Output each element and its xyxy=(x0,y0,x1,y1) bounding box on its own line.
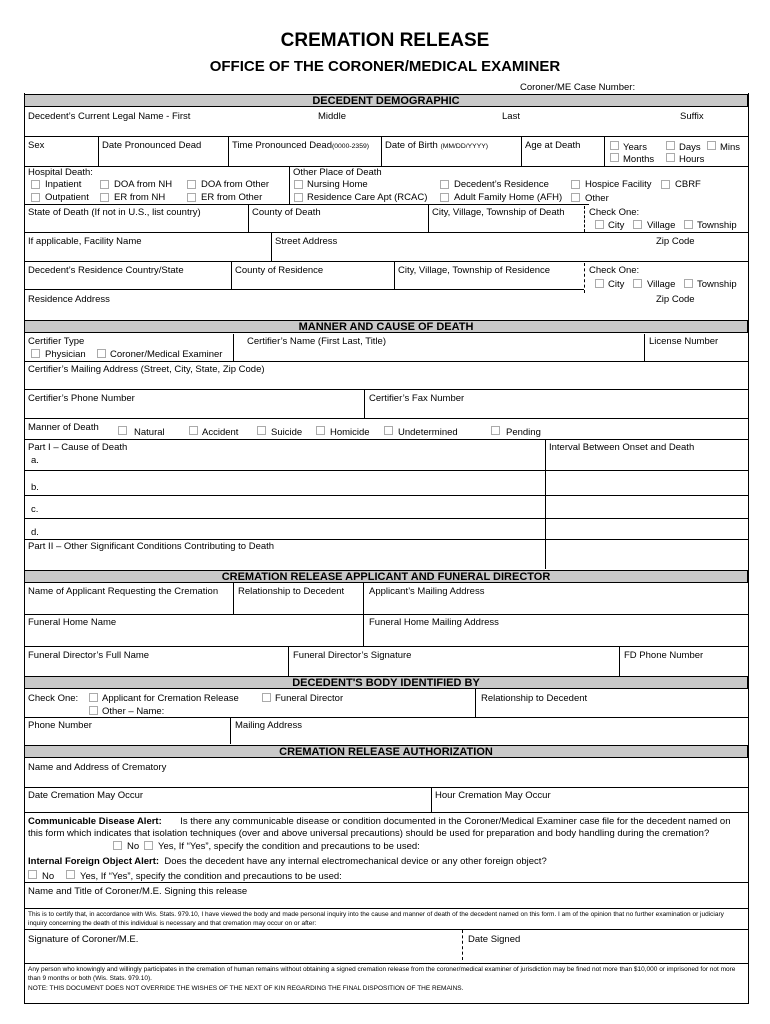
rule xyxy=(24,717,748,718)
label-years: Years xyxy=(623,142,647,153)
cell-divider xyxy=(228,136,229,166)
label-date-may-occur: Date Cremation May Occur xyxy=(28,790,144,801)
label-other-name: Other – Name: xyxy=(102,706,165,717)
label-hours: Hours xyxy=(679,154,705,165)
cell-divider xyxy=(394,261,395,289)
label-name-middle: Middle xyxy=(318,111,346,122)
case-number-label: Coroner/ME Case Number: xyxy=(520,82,636,93)
checkbox-cbrf[interactable] xyxy=(661,180,670,189)
cell-divider xyxy=(289,166,290,204)
label-accident: Accident xyxy=(202,427,239,438)
checkbox-inpatient[interactable] xyxy=(31,180,40,189)
cell-divider xyxy=(248,204,249,232)
label-manner-of-death: Manner of Death xyxy=(28,422,99,433)
frame-left xyxy=(24,93,25,1004)
label-body-mailing: Mailing Address xyxy=(235,720,303,731)
rule xyxy=(24,470,748,471)
cell-divider xyxy=(288,646,289,676)
dob-format-text: (MM/DD/YYYY) xyxy=(440,143,489,150)
label-homicide: Homicide xyxy=(330,427,370,438)
label-other: Other xyxy=(585,193,609,204)
checkbox-funeral-director[interactable] xyxy=(262,693,271,702)
rule xyxy=(24,882,748,883)
label-applicant-mailing: Applicant’s Mailing Address xyxy=(369,586,485,597)
cell-divider xyxy=(363,614,364,646)
form-title: CREMATION RELEASE xyxy=(280,30,490,51)
label-check-one-residence: Check One: xyxy=(589,265,640,276)
checkbox-doa-other[interactable] xyxy=(187,180,196,189)
label-pending: Pending xyxy=(506,427,541,438)
checkbox-township-residence[interactable] xyxy=(684,279,693,288)
rule xyxy=(24,787,748,788)
label-check-one-body: Check One: xyxy=(28,693,79,704)
label-zip-code: Zip Code xyxy=(656,236,695,247)
label-funeral-home-name: Funeral Home Name xyxy=(28,617,117,628)
cell-divider xyxy=(230,717,231,744)
label-applicant-cremation: Applicant for Cremation Release xyxy=(102,693,239,704)
label-part1: Part I – Cause of Death xyxy=(28,442,128,453)
rule xyxy=(24,418,748,419)
checkbox-years[interactable] xyxy=(610,141,619,150)
label-body-relationship: Relationship to Decedent xyxy=(481,693,588,704)
label-county-of-residence: County of Residence xyxy=(235,265,324,276)
label-date-pronounced: Date Pronounced Dead xyxy=(102,140,202,151)
cell-divider xyxy=(428,204,429,232)
rule xyxy=(24,614,748,615)
label-physician: Physician xyxy=(45,349,86,360)
frame-right xyxy=(748,93,749,1004)
label-certifier-name: Certifier’s Name (First Last, Title) xyxy=(247,336,387,347)
communicable-disease-alert xyxy=(28,816,740,840)
label-county-of-death: County of Death xyxy=(252,207,321,218)
label-cvt-residence: City, Village, Township of Residence xyxy=(398,265,551,276)
label-coroner-me: Coroner/Medical Examiner xyxy=(110,349,223,360)
checkbox-ifo-no[interactable] xyxy=(28,870,37,879)
label-facility-name: If applicable, Facility Name xyxy=(28,236,142,247)
footer-text: Any person who knowingly and willingly participates in the cremation of human remains without obtaining a signed cremation release from the coroner/medical examiner of jurisdiction may be fined not more than $10,000 or imprisoned for not more than 9 months or both (Wis. Stats. 979.10). xyxy=(28,966,736,982)
label-decedent-residence: Decedent’s Residence xyxy=(454,179,549,190)
label-rcac: Residence Care Apt (RCAC) xyxy=(307,192,428,203)
rule xyxy=(24,963,748,964)
label-inpatient: Inpatient xyxy=(45,179,82,190)
cell-divider xyxy=(644,334,645,361)
rule xyxy=(24,929,748,930)
checkbox-accident[interactable] xyxy=(189,426,198,435)
label-residence-address: Residence Address xyxy=(28,294,110,305)
rule xyxy=(24,361,748,362)
time-pronounced-text: Time Pronounced Dead xyxy=(232,140,332,151)
cda-label: Communicable Disease Alert: xyxy=(28,816,162,827)
label-city: City xyxy=(608,279,625,290)
label-village: Village xyxy=(647,220,676,231)
label-er-other: ER from Other xyxy=(201,192,263,203)
label-hour-may-occur: Hour Cremation May Occur xyxy=(435,790,551,801)
rule xyxy=(24,908,748,909)
checkbox-township-death[interactable] xyxy=(684,220,693,229)
rule xyxy=(24,495,748,496)
label-line-d: d. xyxy=(31,527,39,538)
checkbox-rcac[interactable] xyxy=(294,193,303,202)
checkbox-other-place[interactable] xyxy=(571,193,580,202)
label-hospice: Hospice Facility xyxy=(585,179,652,190)
label-doa-other: DOA from Other xyxy=(201,179,270,190)
label-signature: Signature of Coroner/M.E. xyxy=(28,934,139,945)
label-fd-full-name: Funeral Director’s Full Name xyxy=(28,650,150,661)
label-township: Township xyxy=(697,220,737,231)
label-time-pronounced xyxy=(232,140,369,151)
dob-text: Date of Birth xyxy=(385,140,438,151)
label-line-c: c. xyxy=(31,504,39,515)
certify-text: This is to certify that, in accordance with Wis. Stats. 979.10, I have viewed the body and made personal inquiry into the cause and manner of death of the decedent named on this form. I am of the opinion that no further examination or judiciary inquiry concerning the death of this individual is necessary and that cremation may occur on or after: xyxy=(28,911,724,927)
checkbox-ifo-yes[interactable] xyxy=(66,870,75,879)
rule xyxy=(24,539,748,540)
label-crematory: Name and Address of Crematory xyxy=(28,762,167,773)
section-authorization: CREMATION RELEASE AUTHORIZATION xyxy=(24,745,748,758)
cell-divider xyxy=(431,787,432,812)
checkbox-applicant-cremation[interactable] xyxy=(89,693,98,702)
label-suicide: Suicide xyxy=(271,427,303,438)
rule xyxy=(24,812,748,813)
label-days: Days xyxy=(679,142,701,153)
checkbox-other-name[interactable] xyxy=(89,706,98,715)
rule xyxy=(24,204,589,205)
time-format-text: (0000-2359) xyxy=(331,143,370,150)
checkbox-city-residence[interactable] xyxy=(595,279,604,288)
label-name-suffix: Suffix xyxy=(680,111,704,122)
label-certifier-fax: Certifier’s Fax Number xyxy=(369,393,465,404)
checkbox-natural[interactable] xyxy=(118,426,127,435)
label-date-signed: Date Signed xyxy=(468,934,521,945)
cda-text: Is there any communicable disease or condition documented in the Coroner/Medical Examiner case file for the decedent named on this form which indicates that isolation techniques (over and above universal precautions) should be used for preparation and body handling during the cremation? xyxy=(28,816,731,839)
label-part2: Part II – Other Significant Conditions Contributing to Death xyxy=(28,541,275,552)
label-cvt-death: City, Village, Township of Death xyxy=(432,207,565,218)
cell-divider xyxy=(233,583,234,614)
label-cda-no: No xyxy=(127,841,140,852)
rule xyxy=(24,232,748,233)
label-name-last: Last xyxy=(502,111,520,122)
dashed-divider xyxy=(584,206,585,232)
label-er-nh: ER from NH xyxy=(114,192,166,203)
label-body-phone: Phone Number xyxy=(28,720,92,731)
label-certifier-mailing: Certifier’s Mailing Address (Street, City, State, Zip Code) xyxy=(28,364,265,375)
label-undetermined: Undetermined xyxy=(398,427,458,438)
dashed-divider xyxy=(462,930,463,960)
checkbox-er-other[interactable] xyxy=(187,193,196,202)
label-other-place: Other Place of Death xyxy=(293,167,382,178)
checkbox-months[interactable] xyxy=(610,153,619,162)
rule xyxy=(24,136,748,137)
label-applicant-name: Name of Applicant Requesting the Cremation xyxy=(28,586,219,597)
footer-note: NOTE: THIS DOCUMENT DOES NOT OVERRIDE THE WISHES OF THE NEXT OF KIN REGARDING THE FINAL DISPOSITION OF THE REMAINS. xyxy=(28,985,464,992)
checkbox-coroner-me[interactable] xyxy=(97,349,106,358)
label-name-first: Decedent’s Current Legal Name - First xyxy=(28,111,191,122)
rule xyxy=(24,439,748,440)
checkbox-nursing-home[interactable] xyxy=(294,180,303,189)
label-street-address: Street Address xyxy=(275,236,338,247)
cell-divider xyxy=(363,583,364,614)
label-residence-country-state: Decedent’s Residence Country/State xyxy=(28,265,184,276)
label-cbrf: CBRF xyxy=(675,179,701,190)
form-subtitle: OFFICE OF THE CORONER/MEDICAL EXAMINER xyxy=(209,58,561,75)
checkbox-mins[interactable] xyxy=(707,141,716,150)
label-ifo-no: No xyxy=(42,871,55,882)
checkbox-suicide[interactable] xyxy=(257,426,266,435)
label-interval: Interval Between Onset and Death xyxy=(549,442,695,453)
frame-bottom xyxy=(24,1003,749,1004)
label-state-of-death: State of Death (If not in U.S., list country) xyxy=(28,207,201,218)
cell-divider xyxy=(475,689,476,717)
label-fd-phone: FD Phone Number xyxy=(624,650,704,661)
cell-divider xyxy=(98,136,99,166)
label-applicant-relationship: Relationship to Decedent xyxy=(238,586,345,597)
checkbox-decedent-residence[interactable] xyxy=(440,180,449,189)
label-line-b: b. xyxy=(31,482,39,493)
label-funeral-director: Funeral Director xyxy=(275,693,344,704)
checkbox-hours[interactable] xyxy=(666,153,675,162)
label-ifo-yes: Yes, If “Yes”, specify the condition and precautions to be used: xyxy=(80,871,342,882)
label-dob xyxy=(385,140,488,151)
label-city: City xyxy=(608,220,625,231)
section-body-identified: DECEDENT'S BODY IDENTIFIED BY xyxy=(24,676,748,689)
checkbox-cda-no[interactable] xyxy=(113,841,122,850)
label-check-one-death: Check One: xyxy=(589,207,640,218)
label-hospital-death: Hospital Death: xyxy=(28,167,93,178)
rule xyxy=(24,166,748,167)
label-zip-code: Zip Code xyxy=(656,294,695,305)
label-funeral-home-mailing: Funeral Home Mailing Address xyxy=(369,617,499,628)
checkbox-pending[interactable] xyxy=(491,426,500,435)
label-mins: Mins xyxy=(720,142,741,153)
checkbox-er-nh[interactable] xyxy=(100,193,109,202)
rule xyxy=(24,389,748,390)
label-afh: Adult Family Home (AFH) xyxy=(454,192,563,203)
cell-divider xyxy=(364,389,365,418)
section-applicant-funeral-director: CREMATION RELEASE APPLICANT AND FUNERAL DIRECTOR xyxy=(24,570,748,583)
checkbox-cda-yes[interactable] xyxy=(144,841,153,850)
label-nursing-home: Nursing Home xyxy=(307,179,368,190)
checkbox-days[interactable] xyxy=(666,141,675,150)
checkbox-doa-nh[interactable] xyxy=(100,180,109,189)
label-name-title-signing: Name and Title of Coroner/M.E. Signing this release xyxy=(28,886,248,897)
rule xyxy=(24,646,748,647)
checkbox-physician[interactable] xyxy=(31,349,40,358)
label-natural: Natural xyxy=(134,427,165,438)
foreign-object-alert xyxy=(28,856,547,867)
cell-divider xyxy=(233,334,234,361)
label-village: Village xyxy=(647,279,676,290)
checkbox-afh[interactable] xyxy=(440,193,449,202)
cell-divider xyxy=(619,646,620,676)
cell-divider xyxy=(604,136,605,166)
label-license-number: License Number xyxy=(649,336,719,347)
checkbox-undetermined[interactable] xyxy=(384,426,393,435)
cell-divider xyxy=(381,136,382,166)
section-decedent-demographic: DECEDENT DEMOGRAPHIC xyxy=(24,94,748,107)
label-certifier-type: Certifier Type xyxy=(28,336,85,347)
label-doa-nh: DOA from NH xyxy=(114,179,173,190)
ifo-label: Internal Foreign Object Alert: xyxy=(28,856,160,867)
label-fd-signature: Funeral Director’s Signature xyxy=(293,650,412,661)
cell-divider xyxy=(271,232,272,261)
section-manner-cause: MANNER AND CAUSE OF DEATH xyxy=(24,320,748,333)
label-months: Months xyxy=(623,154,655,165)
cell-divider xyxy=(545,439,546,569)
label-sex: Sex xyxy=(28,140,45,151)
label-certifier-phone: Certifier’s Phone Number xyxy=(28,393,135,404)
dashed-divider xyxy=(584,263,585,293)
cell-divider xyxy=(231,261,232,289)
checkbox-hospice[interactable] xyxy=(571,180,580,189)
checkbox-homicide[interactable] xyxy=(316,426,325,435)
rule xyxy=(24,289,584,290)
rule xyxy=(24,261,748,262)
label-outpatient: Outpatient xyxy=(45,192,89,203)
checkbox-city-death[interactable] xyxy=(595,220,604,229)
checkbox-village-death[interactable] xyxy=(633,220,642,229)
checkbox-village-residence[interactable] xyxy=(633,279,642,288)
label-line-a: a. xyxy=(31,455,39,466)
cell-divider xyxy=(521,136,522,166)
label-cda-yes: Yes, If “Yes”, specify the condition and precautions to be used: xyxy=(158,841,420,852)
rule xyxy=(24,518,748,519)
checkbox-outpatient[interactable] xyxy=(31,193,40,202)
label-age-at-death: Age at Death xyxy=(525,140,581,151)
label-township: Township xyxy=(697,279,737,290)
ifo-text: Does the decedent have any internal electromechanical device or any other foreign object? xyxy=(164,856,547,867)
